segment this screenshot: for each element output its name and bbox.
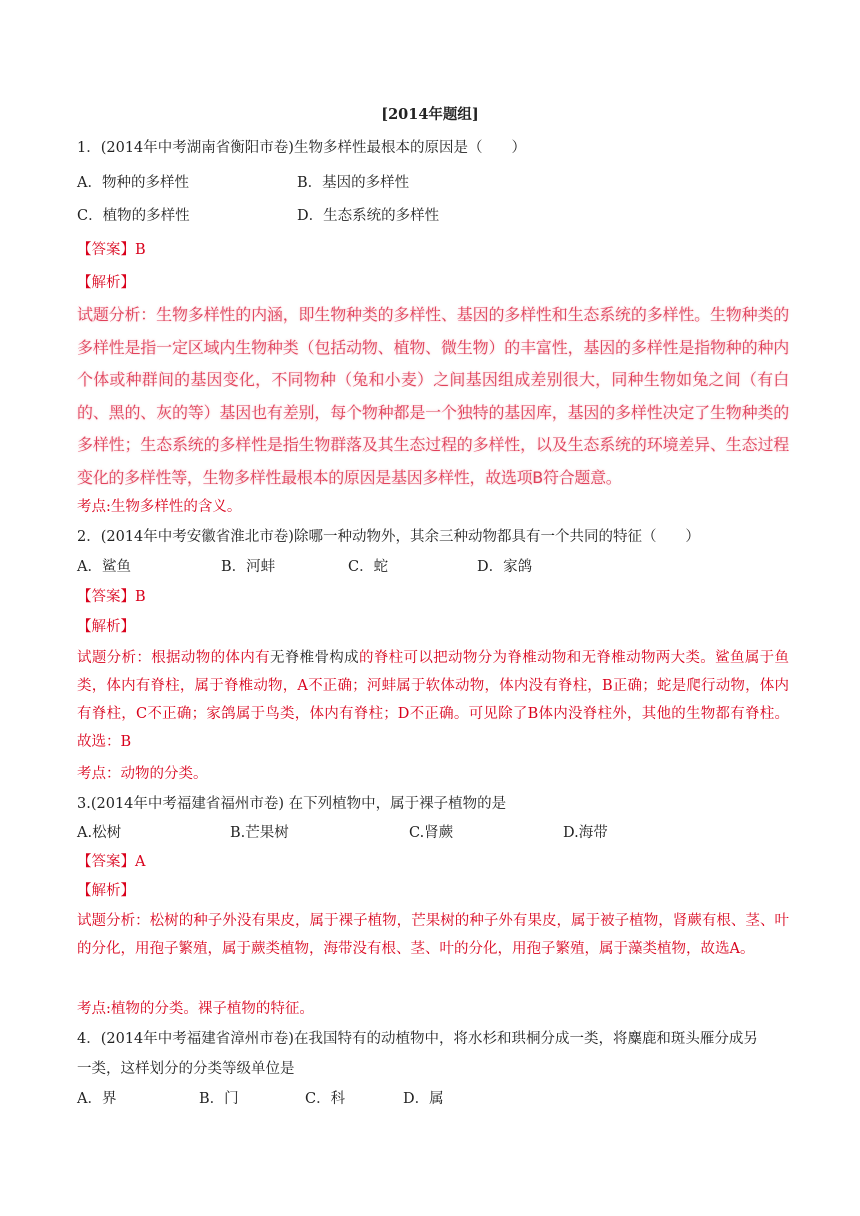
question-2-stem: 2．(2014年中考安徽省淮北市卷)除哪一种动物外，其余三种动物都具有一个共同的特征（ ） bbox=[77, 529, 700, 545]
question-2-option-d: D．家鸽 bbox=[477, 559, 533, 575]
question-2-point: 考点：动物的分类。 bbox=[77, 766, 208, 782]
section-title: [2014年题组] bbox=[381, 106, 479, 123]
question-1-option-b: B．基因的多样性 bbox=[297, 175, 410, 191]
question-1-answer: 【答案】B bbox=[77, 242, 146, 258]
question-3-stem: 3.(2014年中考福建省福州市卷) 在下列植物中，属于裸子植物的是 bbox=[77, 796, 507, 812]
question-1-option-a: A．物种的多样性 bbox=[77, 175, 189, 191]
question-2-answer: 【答案】B bbox=[77, 589, 146, 605]
question-3-answer: 【答案】A bbox=[77, 854, 146, 870]
question-2-analysis bbox=[77, 644, 789, 756]
question-4-option-c: C．科 bbox=[305, 1091, 346, 1107]
question-1-analysis: 试题分析：生物多样性的内涵，即生物种类的多样性、基因的多样性和生态系统的多样性。生物种类的多样性是指一定区域内生物种类（包括动物、植物、微生物）的丰富性，基因的多样性是指物种的种内个体或种群间的基因变化，不同物种（兔和小麦）之间基因组成差别很大，同种生物如兔之间（有白的、黑的、灰的等）基因也有差别，每个物种都是一个独特的基因库，基因的多样性决定了生物种类的多样性；生态系统的多样性是指生物群落及其生态过程的多样性，以及生态系统的环境差异、生态过程变化的多样性等，生物多样性最根本的原因是基因多样性，故选项B符合题意。 bbox=[77, 305, 789, 487]
question-4-stem-line-2: 一类，这样划分的分类等级单位是 bbox=[77, 1061, 295, 1077]
question-1-option-d: D．生态系统的多样性 bbox=[297, 208, 440, 224]
question-1-stem: 1．(2014年中考湖南省衡阳市卷)生物多样性最根本的原因是（ ） bbox=[77, 140, 526, 156]
question-2-option-a: A．鲨鱼 bbox=[77, 559, 131, 575]
question-2-option-b: B．河蚌 bbox=[221, 559, 276, 575]
question-2-option-c: C．蛇 bbox=[348, 559, 389, 575]
question-3-analysis-label: 【解析】 bbox=[77, 883, 135, 899]
question-3-option-d: D.海带 bbox=[563, 825, 608, 841]
question-4-option-d: D．属 bbox=[403, 1091, 444, 1107]
question-1-analysis-label: 【解析】 bbox=[77, 275, 135, 291]
question-3-point: 考点:植物的分类。裸子植物的特征。 bbox=[77, 1001, 314, 1017]
question-1-point: 考点:生物多样性的含义。 bbox=[77, 499, 242, 515]
question-2-analysis-rest: 的脊柱可以把动物分为脊椎动物和无脊椎动物两大类。鲨鱼属于鱼类，体内有脊柱，属于脊椎动物，A不正确；河蚌属于软体动物，体内没有脊柱，B正确；蛇是爬行动物，体内有脊柱，C不正确；家鸽属于鸟类，体内有脊柱；D不正确。可见除了B体内没脊柱外，其他的生物都有脊柱。故选：B bbox=[77, 650, 790, 750]
question-3-option-b: B.芒果树 bbox=[230, 825, 289, 841]
question-2-analysis-prefix: 试题分析：根据动物的体内有 bbox=[77, 650, 270, 666]
question-3-option-a: A.松树 bbox=[77, 825, 122, 841]
question-3-analysis: 试题分析：松树的种子外没有果皮，属于裸子植物，芒果树的种子外有果皮，属于被子植物，肾蕨有根、茎、叶的分化，用孢子繁殖，属于蕨类植物，海带没有根、茎、叶的分化，用孢子繁殖，属于藻类植物，故选A。 bbox=[77, 913, 789, 957]
question-4-option-b: B．门 bbox=[199, 1091, 239, 1107]
question-3-option-c: C.肾蕨 bbox=[409, 825, 454, 841]
question-2-analysis-label: 【解析】 bbox=[77, 619, 135, 635]
question-4-stem-line-1: 4．(2014年中考福建省漳州市卷)在我国特有的动植物中，将水杉和珙桐分成一类，将麋鹿和斑头雁分成另 bbox=[77, 1031, 758, 1047]
question-1-option-c: C．植物的多样性 bbox=[77, 208, 190, 224]
question-2-analysis-black: 无脊椎骨构成 bbox=[269, 650, 359, 666]
question-4-option-a: A．界 bbox=[77, 1091, 117, 1107]
